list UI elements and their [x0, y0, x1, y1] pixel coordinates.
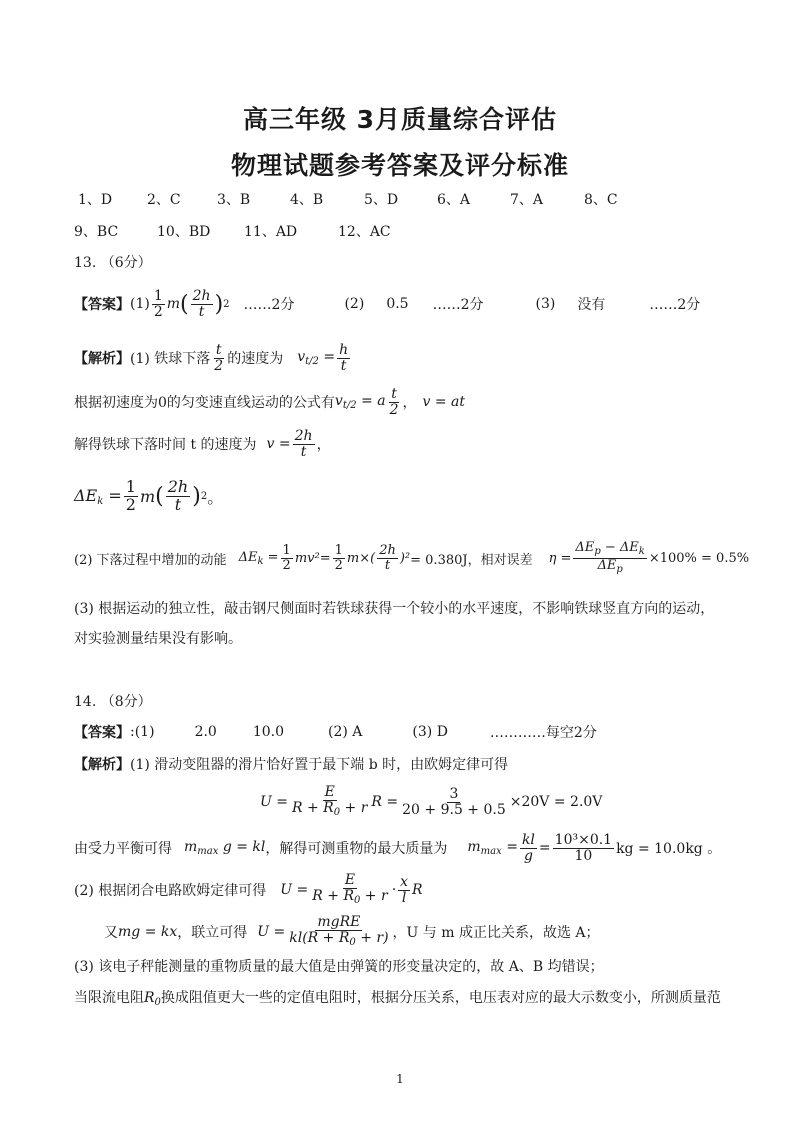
mc-answer: 4、B	[290, 192, 324, 208]
q14-eq1-result: ×20V = 2.0V	[509, 794, 603, 810]
q13-part2-text: (2) 下落过程中增加的动能	[74, 552, 227, 568]
q13-answer-line: 【答案】 (1) $\frac{1}{2}$ m ( $\frac{2h}{t}$ ) 2 ……2分 (2) 0.5 ……2分 (3) 没有 ……2分	[74, 287, 701, 320]
q13-line3-text: 解得铁球下落时间 t 的速度为	[74, 437, 257, 453]
mc-answer: 2、C	[147, 192, 181, 208]
mc-answer: 9、BC	[74, 224, 119, 240]
q13-answer-3-value: 没有	[577, 297, 606, 313]
q13-answer-3-label: (3)	[535, 296, 556, 312]
q13-answer-tag: 【答案】	[74, 297, 130, 313]
q13-answer-2-value: 0.5	[386, 296, 409, 312]
mc-answer: 1、D	[78, 192, 113, 208]
q14-answer-value-1: 2.0	[194, 724, 217, 740]
q14-analysis-line-1	[74, 754, 508, 774]
q14-part2-line: (2) 根据闭合电路欧姆定律可得 U = $\frac{E}{R + R_0 + r}$ · $\frac{x}{l}$ R	[74, 872, 423, 907]
q14-answer-2: (2) A	[328, 724, 363, 740]
q14-analysis-tag: 【解析】	[74, 757, 130, 773]
q14-answer-3: (3) D	[412, 724, 448, 740]
q13-line2-text: 根据初速度为0的匀变速直线运动的公式有	[74, 395, 335, 411]
q14-answer-value-2: 10.0	[252, 724, 284, 740]
q14-part3-line-2: 当限流电阻$R_0$换成阻值更大一些的定值电阻时，根据分压关系，电压表对应的最大示数变小，所测质量范	[74, 990, 721, 1008]
q14-heading: 14. （8分）	[74, 694, 152, 710]
q14-mass-result: kg = 10.0kg 。	[616, 841, 722, 857]
page-number: 1	[396, 1072, 404, 1086]
mc-answer: 8、C	[584, 192, 618, 208]
q14-part3-text-a: 当限流电阻	[74, 990, 144, 1006]
q13-heading: 13. （6分）	[74, 255, 152, 271]
fraction-half: $\frac{1}{2}$	[153, 287, 163, 320]
q14-answer-score: …………每空2分	[489, 725, 597, 741]
q14-part2b-text-2: ，联立可得	[177, 925, 248, 941]
separator: ，	[402, 395, 417, 411]
q14-part2b-line: 又 mg = kx ，联立可得 U = $\frac{\text{mgRE}}{kl(R + R_0 + r)}$ ，U 与 m 成正比关系，故选 A；	[104, 914, 600, 949]
q13-answer-1-score: ……2分	[243, 297, 295, 313]
q14-analysis-text: (1) 滑动变阻器的滑片恰好置于最下端 b 时，由欧姆定律可得	[130, 757, 509, 773]
q14-answer-tag: 【答案】	[74, 725, 130, 741]
q13-answer-2-label: (2)	[344, 296, 365, 312]
q14-part3-line-1: (3) 该电子秤能测量的重物质量的最大值是由弹簧的形变量决定的，故 A、B 均错误；	[74, 959, 604, 975]
q13-analysis-text: (1) 铁球下落	[130, 351, 211, 367]
q14-balance-line: 由受力平衡可得 $m_{max}$ g = kl ，解得可测重物的最大质量为 $m_{max}$ = $\frac{kl}{g}$ = $\frac{\text{10³×0.1}}{10}$ kg = 10.0kg 。	[74, 831, 722, 864]
mc-answer: 7、A	[510, 192, 544, 208]
q13-analysis-line-3: 解得铁球下落时间 t 的速度为 v = $\frac{2h}{t}$ ，	[74, 427, 331, 460]
q13-answer-2-score: ……2分	[432, 297, 484, 313]
q14-answer-1-label: :(1)	[130, 724, 155, 740]
title-line-1: 高三年级 3月质量综合评估	[242, 105, 558, 134]
q14-balance-text-2: ，解得可测重物的最大质量为	[265, 841, 448, 857]
q13-part3-line-1: (3) 根据运动的独立性，敲击钢尺侧面时若铁球获得一个较小的水平速度，不影响铁球竖直方向的运动，	[74, 601, 715, 617]
mc-answer: 11、AD	[244, 224, 298, 240]
q13-analysis-text-b: 的速度为	[227, 351, 284, 367]
q13-energy-equation: $\Delta E_k$ = $\frac{1}{2}$ m ( $\frac{2h}{t}$ ) 2 。	[74, 476, 224, 514]
q13-part2-line: (2) 下落过程中增加的动能 $\Delta E_k$ = $\frac{1}{2}$ mv²= $\frac{1}{2}$ m×( $\frac{2h}{t}$ )² = 0.380J，相对误差 η = $\frac{\Delta E_p - \Delta E_k}{\Delta E_p}$ ×100% = 0.5%	[74, 540, 750, 575]
q13-part2-eta: ×100% = 0.5%	[648, 550, 750, 566]
q13-analysis-tag: 【解析】	[74, 351, 130, 367]
mc-answer: 6、A	[437, 192, 471, 208]
fraction-2h-over-t: $\frac{2h}{t}$	[192, 287, 211, 320]
q14-part3-text-b: 换成阻值更大一些的定值电阻时，根据分压关系，电压表对应的最大示数变小，所测质量范	[160, 990, 721, 1006]
q13-part3-line-2: 对实验测量结果没有影响。	[74, 631, 242, 647]
q13-answer-3-score: ……2分	[649, 297, 701, 313]
q13-analysis-line-2: 根据初速度为0的匀变速直线运动的公式有 $v_{t/2} = a$ $\frac{t}{2}$ ， v = at	[74, 385, 465, 418]
q14-part2b-text-3: ，U 与 m 成正比关系，故选 A；	[392, 925, 600, 941]
q14-part2-text: (2) 根据闭合电路欧姆定律可得	[74, 883, 267, 899]
q14-part2b-text-1: 又	[104, 925, 118, 941]
mc-answer: 12、AC	[338, 224, 391, 240]
mc-answer: 5、D	[364, 192, 399, 208]
q13-analysis-line-1: 【解析】 (1) 铁球下落 $\frac{t}{2}$ 的速度为 $v_{t/2}$ = $\frac{h}{t}$	[74, 341, 349, 374]
mc-answer: 3、B	[217, 192, 251, 208]
q13-answer-1-label: (1)	[130, 296, 150, 312]
q14-balance-text: 由受力平衡可得	[74, 841, 172, 857]
q13-part2-value: = 0.380J，相对误差	[410, 552, 533, 568]
mc-answer: 10、BD	[157, 224, 211, 240]
q14-answer-line	[74, 722, 597, 742]
title-line-2: 物理试题参考答案及评分标准	[230, 151, 569, 180]
q14-ohm-equation: U = $\frac{E}{R + R_0 + r}$ R = $\frac{3}{20 + 9.5 + 0.5}$ ×20V = 2.0V	[260, 784, 603, 819]
